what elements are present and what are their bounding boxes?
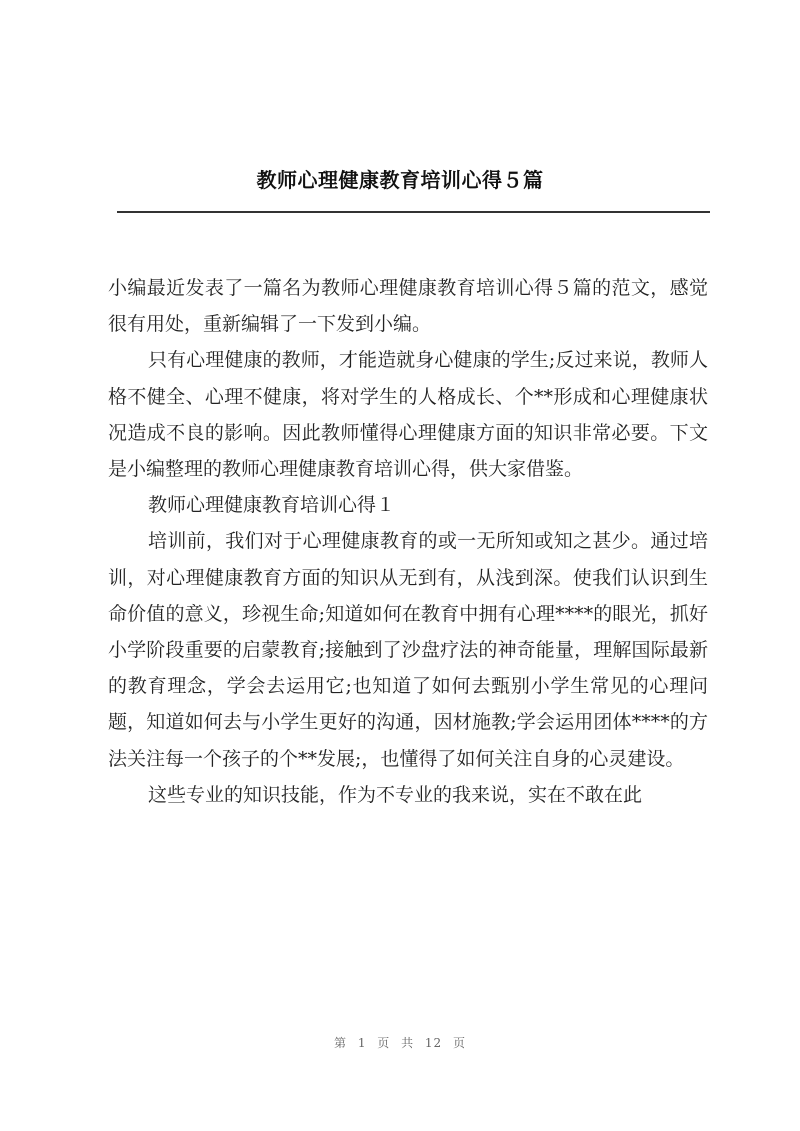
section-heading: 教师心理健康教育培训心得１: [148, 494, 396, 517]
intro-paragraph: 小编最近发表了一篇名为教师心理健康教育培训心得５篇的范文，感觉很有用处，重新编辑了一下发到小编。: [108, 277, 708, 336]
body-paragraph: 培训前，我们对于心理健康教育的或一无所知或知之甚少。通过培训，对心理健康教育方面的知识从无到有，从浅到深。使我们认识到生命价值的意义，珍视生命;知道如何在教育中拥有心理****的眼光，抓好小学阶段重要的启蒙教育;接触到了沙盘疗法的神奇能量，理解国际最新的教育理念，学会去运用它;也知道了如何去甄别小学生常见的心理问题，知道如何去与小学生更好的沟通，因材施教;学会运用团体****的方法关注每一个孩子的个**发展;，也懂得了如何关注自身的心灵建设。: [108, 530, 708, 770]
body-paragraph: 这些专业的知识技能，作为不专业的我来说，实在不敢在此: [148, 783, 643, 806]
body-paragraph: 只有心理健康的教师，才能造就身心健康的学生;反过来说，教师人格不健全、心理不健康，将对学生的人格成长、个**形成和心理健康状况造成不良的影响。因此教师懂得心理健康方面的知识非常必要。下文是小编整理的教师心理健康教育培训心得，供大家借鉴。: [108, 349, 708, 481]
document-body: [108, 270, 708, 813]
document-title: 教师心理健康教育培训心得５篇: [256, 168, 544, 192]
title-underline: [117, 211, 710, 213]
page-number-footer: 第 1 页 共 12 页: [334, 1036, 466, 1050]
